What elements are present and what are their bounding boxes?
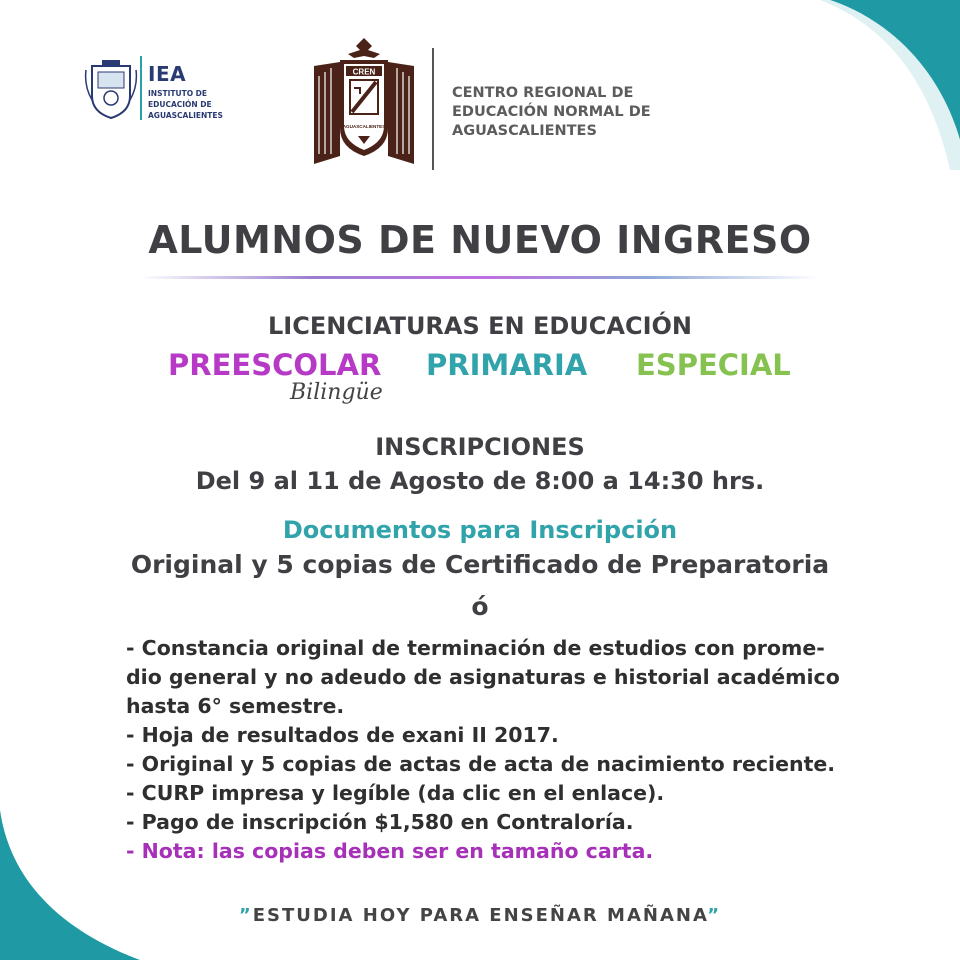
inscripciones-heading: INSCRIPCIONES: [375, 433, 585, 461]
list-item: dio general y no adeudo de asignaturas e historial académico: [126, 665, 840, 689]
program-preescolar-note: Bilingüe: [290, 380, 383, 405]
documents-main-requirement: Original y 5 copias de Certificado de Preparatoria: [130, 550, 830, 579]
documents-heading: Documentos para Inscripción: [282, 516, 678, 544]
cren-name: CENTRO REGIONAL DE EDUCACIÓN NORMAL DE AGUASCALIENTES: [452, 85, 651, 139]
list-item: - CURP impresa y legíble (da clic en el enlace).: [126, 781, 665, 805]
program-primaria: PRIMARIA: [426, 348, 588, 382]
coat-of-arms-icon: [84, 56, 138, 120]
cren-divider: [432, 48, 434, 170]
slogan-text: ESTUDIA HOY PARA ENSEÑAR MAÑANA: [252, 905, 708, 926]
list-item: - Original y 5 copias de actas de acta de nacimiento reciente.: [126, 752, 836, 776]
list-item: - Constancia original de terminación de estudios con prome-: [126, 636, 825, 660]
iea-name: INSTITUTO DE EDUCACIÓN DE AGUASCALIENTES: [148, 89, 223, 120]
program-especial: ESPECIAL: [636, 348, 791, 382]
documents-or: ó: [471, 592, 489, 621]
iea-divider: [140, 56, 142, 120]
page-title: ALUMNOS DE NUEVO INGRESO: [148, 218, 812, 262]
list-item: hasta 6° semestre.: [126, 694, 345, 718]
slogan: [0, 905, 960, 926]
eagle-shield-icon: [310, 36, 418, 168]
copies-note: - Nota: las copias deben ser en tamaño carta.: [126, 839, 654, 863]
cren-logo-bottom-text: AGUASCALIENTES: [342, 124, 386, 129]
list-item: - Pago de inscripción $1,580 en Contraloría.: [126, 810, 634, 834]
list-item: - Hoja de resultados de exani II 2017.: [126, 723, 559, 747]
title-underline: [140, 276, 820, 279]
cren-logo-top-text: CREN: [352, 67, 376, 77]
program-preescolar: PREESCOLAR: [168, 348, 382, 382]
slogan-open-quote: ”: [238, 905, 253, 926]
inscripciones-dates: Del 9 al 11 de Agosto de 8:00 a 14:30 hrs.: [195, 467, 765, 495]
slogan-close-quote: ”: [707, 905, 722, 926]
documents-list: [126, 634, 846, 866]
licenciaturas-heading: LICENCIATURAS EN EDUCACIÓN: [268, 312, 692, 340]
iea-acronym: IEA: [148, 62, 187, 86]
